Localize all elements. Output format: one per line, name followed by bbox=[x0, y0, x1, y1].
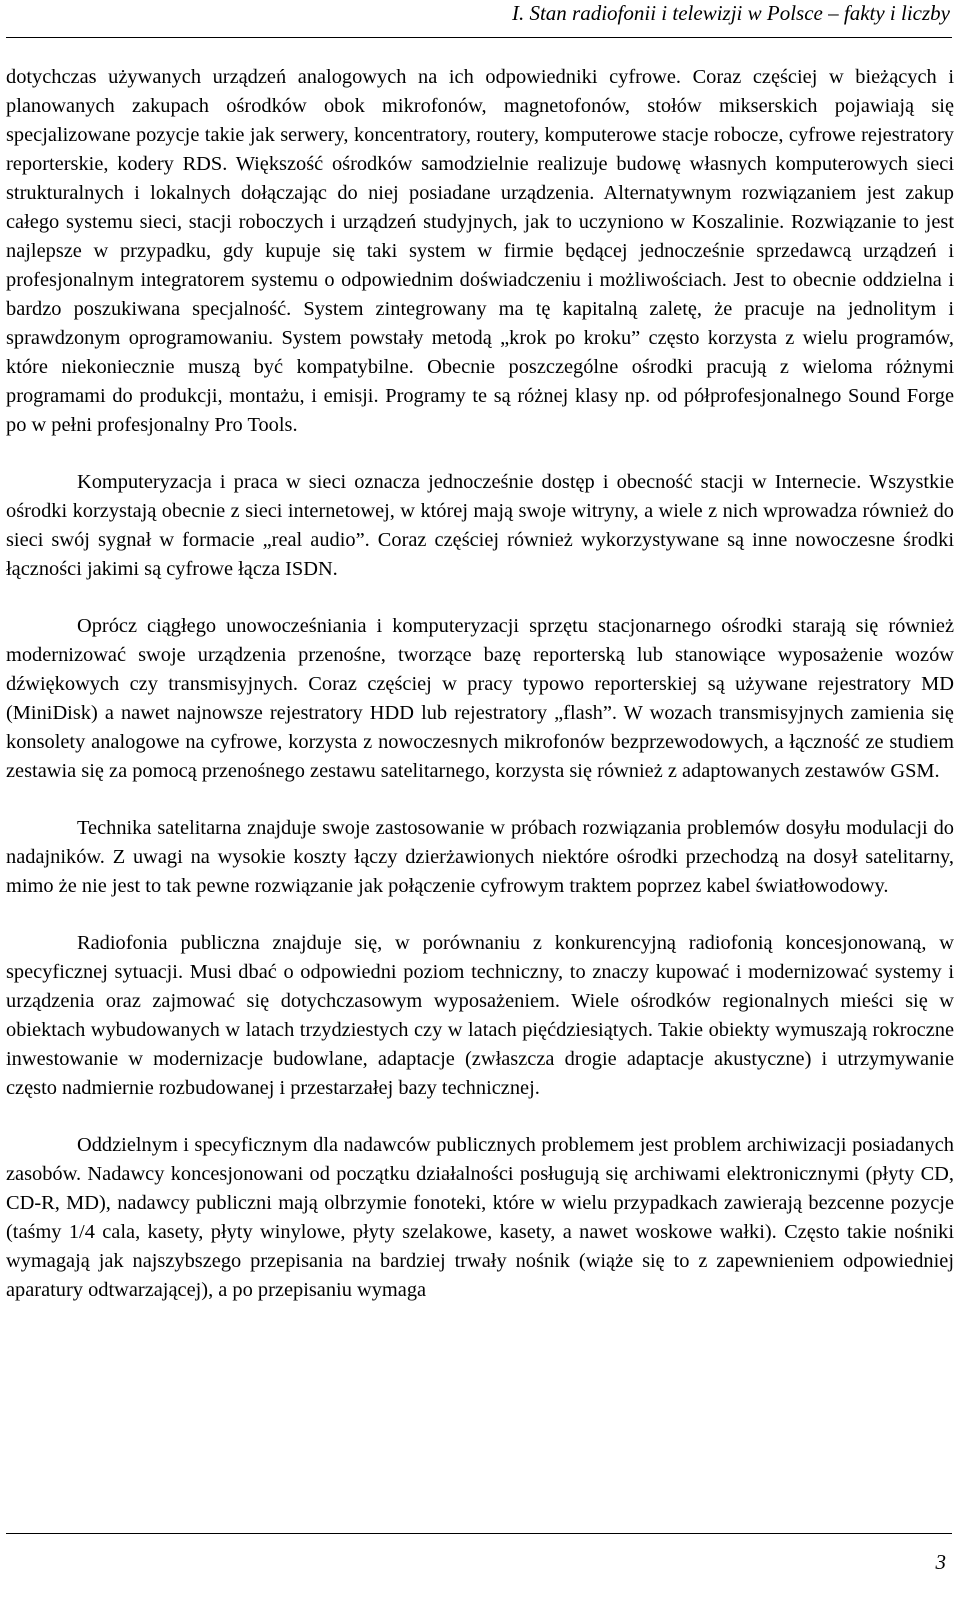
paragraph-3: Oprócz ciągłego unowocześniania i komputeryzacji sprzętu stacjonarnego ośrodki starają się również modernizować swoje urządzenia przenośne, tworzące bazę reporterską lub stanowiące wyposażenie wozów dźwiękowych czy transmisyjnych. Coraz częściej w pracy typowo reporterskiej są używane rejestratory MD (MiniDisk) a nawet najnowsze rejestratory HDD lub rejestratory „flash”. W wozach transmisyjnych zamienia się konsolety analogowe na cyfrowe, korzysta z nowoczesnych mikrofonów bezprzewodowych, a łączność ze studiem zestawia się za pomocą przenośnego zestawu satelitarnego, korzysta się również z adaptowanych zestawów GSM. bbox=[6, 615, 954, 782]
page-number: 3 bbox=[935, 1550, 946, 1574]
header-rule bbox=[6, 37, 952, 38]
running-header: I. Stan radiofonii i telewizji w Polsce – fakty i liczby bbox=[511, 1, 950, 25]
paragraph-5: Radiofonia publiczna znajduje się, w porównaniu z konkurencyjną radiofonią koncesjonowaną, w specyficznej sytuacji. Musi dbać o odpowiedni poziom techniczny, to znaczy kupować i modernizować systemy i urządzenia oraz zajmować się dotychczasowym wyposażeniem. Wiele ośrodków regionalnych mieści się w obiektach wybudowanych w latach trzydziestych czy w latach pięćdziesiątych. Takie obiekty wymuszają rokroczne inwestowanie w modernizacje budowlane, adaptacje (zwłaszcza drogie adaptacje akustyczne) i utrzymywanie często nadmiernie rozbudowanej i przestarzałej bazy technicznej. bbox=[6, 932, 954, 1099]
body-text bbox=[6, 63, 954, 1305]
paragraph-6: Oddzielnym i specyficznym dla nadawców publicznych problemem jest problem archiwizacji posiadanych zasobów. Nadawcy koncesjonowani od początku działalności posługują się archiwami elektronicznymi (płyty CD, CD-R, MD), nadawcy publiczni mają olbrzymie fonoteki, które w wielu przypadkach zawierają bezcenne pozycje (taśmy 1/4 cala, kasety, płyty winylowe, płyty szelakowe, kasety, a nawet woskowe wałki). Często takie nośniki wymagają jak najszybszego przepisania na bardziej trwały nośnik (wiąże się to z zapewnieniem odpowiedniej aparatury odtwarzającej), a po przepisaniu wymaga bbox=[6, 1134, 954, 1301]
paragraph-4: Technika satelitarna znajduje swoje zastosowanie w próbach rozwiązania problemów dosyłu modulacji do nadajników. Z uwagi na wysokie koszty łączy dzierżawionych niektóre ośrodki przechodzą na dosył satelitarny, mimo że nie jest to tak pewne rozwiązanie jak połączenie cyfrowym traktem poprzez kabel światłowodowy. bbox=[6, 817, 954, 897]
footer-rule bbox=[6, 1533, 952, 1534]
paragraph-1: dotychczas używanych urządzeń analogowych na ich odpowiedniki cyfrowe. Coraz częściej w bieżących i planowanych zakupach ośrodków obok mikrofonów, magnetofonów, stołów mikserskich pojawiają się specjalizowane pozycje takie jak serwery, koncentratory, routery, komputerowe stacje robocze, cyfrowe rejestratory reporterskie, kodery RDS. Większość ośrodków samodzielnie realizuje budowę własnych komputerowych sieci strukturalnych i lokalnych dołączając do niej posiadane urządzenia. Alternatywnym rozwiązaniem jest zakup całego systemu sieci, stacji roboczych i urządzeń studyjnych, jak to uczyniono w Koszalinie. Rozwiązanie to jest najlepsze w przypadku, gdy kupuje się taki system w firmie będącej jednocześnie sprzedawcą urządzeń i profesjonalnym integratorem systemu o odpowiednim doświadczeniu i możliwościach. Jest to obecnie oddzielna i bardzo poszukiwana specjalność. System zintegrowany ma tę kapitalną zaletę, że pracuje na jednolitym i sprawdzonym oprogramowaniu. System powstały metodą „krok po kroku” często korzysta z wielu programów, które niekoniecznie muszą być kompatybilne. Obecnie poszczególne ośrodki pracują z wieloma różnymi programami do produkcji, montażu, i emisji. Programy te są różnej klasy np. od półprofesjonalnego Sound Forge po w pełni profesjonalny Pro Tools. bbox=[6, 66, 954, 436]
paragraph-2: Komputeryzacja i praca w sieci oznacza jednocześnie dostęp i obecność stacji w Internecie. Wszystkie ośrodki korzystają obecnie z sieci internetowej, w której mają swoje witryny, a wiele z nich wprowadza również do sieci swój sygnał w formacie „real audio”. Coraz częściej również wykorzystywane są inne nowoczesne środki łączności jakimi są cyfrowe łącza ISDN. bbox=[6, 471, 954, 580]
